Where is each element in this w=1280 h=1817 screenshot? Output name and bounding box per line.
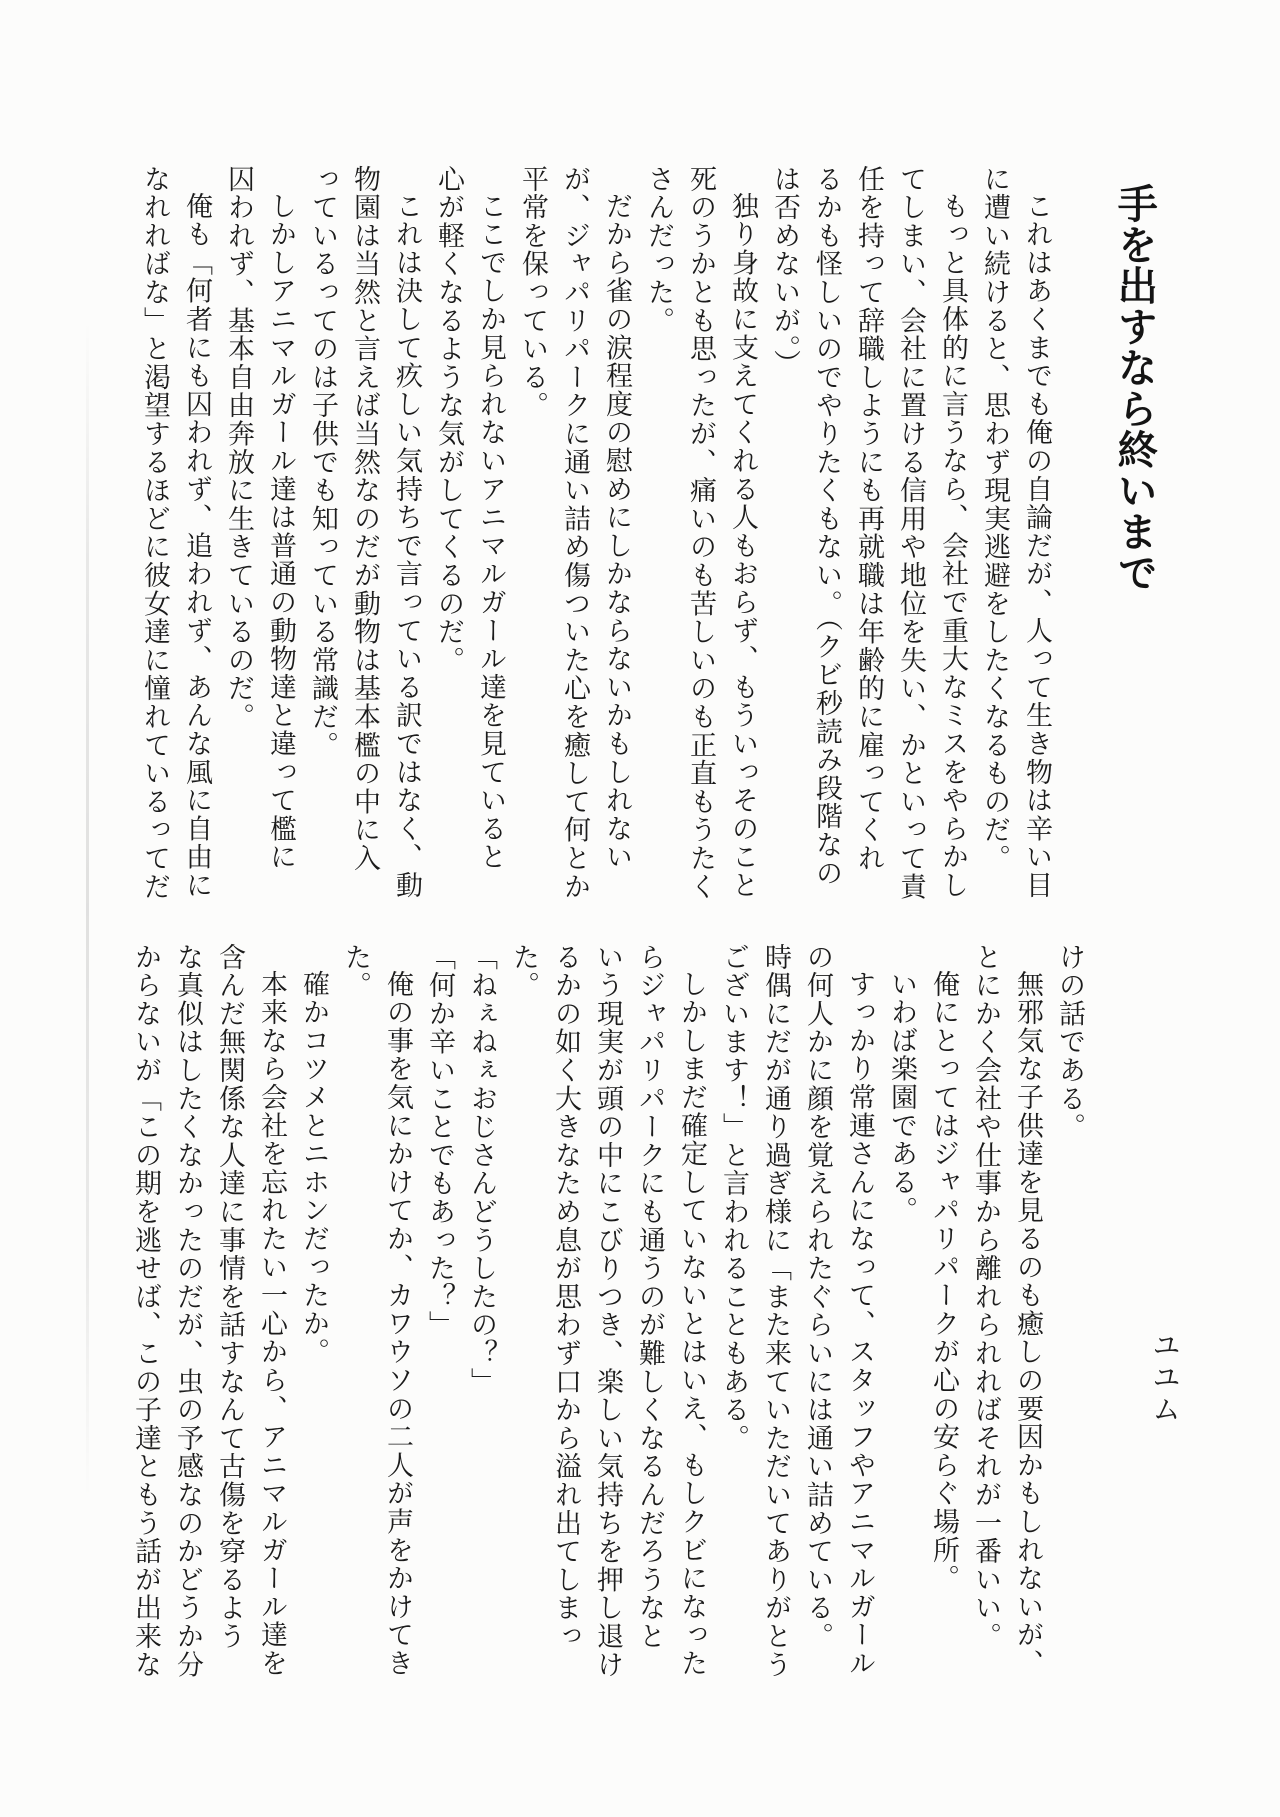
text-column: とにかく会社や仕事から離れられればそれが一番いい。 — [971, 943, 1001, 1651]
text-column: 心が軽くなるような気がしてくるのだ。 — [434, 165, 464, 675]
text-column: 確かコツメとニホンだったか。 — [299, 970, 329, 1367]
text-column: てしまい、会社に置ける信用や地位を失い、かといって責 — [896, 165, 926, 901]
text-column: だから雀の涙程度の慰めにしかならないかもしれない — [602, 192, 632, 872]
text-column: 死のうかとも思ったが、痛いのも苦しいのも正直もうたく — [686, 165, 716, 901]
text-column: しかしアニマルガール達は普通の動物達と違って檻に — [266, 192, 296, 872]
text-column: すっかり常連さんになって、スタッフやアニマルガール — [845, 970, 875, 1678]
text-column: もっと具体的に言うなら、会社で重大なミスをやらかし — [938, 192, 968, 900]
text-column: 任を持って辞職しようにも再就職は年齢的に雇ってくれ — [854, 165, 884, 873]
text-column: 独り身故に支えてくれる人もおらず、もういっそのこと — [728, 192, 758, 900]
text-column: らジャパリパークにも通うのが難しくなるんだろうなと — [635, 943, 665, 1651]
text-column: 平常を保っている。 — [518, 165, 548, 420]
text-column: さんだった。 — [644, 165, 674, 335]
text-column: いわば楽園である。 — [887, 970, 917, 1225]
text-column: 無邪気な子供達を見るのも癒しの要因かもしれないが、 — [1013, 970, 1043, 1678]
page-title: 手を出すなら終いまで — [1112, 183, 1158, 593]
text-column: 「ねぇねぇおじさんどうしたの？」 — [467, 943, 497, 1396]
text-column: るかの如く大きなため息が思わず口から溢れ出てしまっ — [551, 943, 581, 1651]
text-column: からないが「この期を逃せば、この子達ともう話が出来な — [131, 943, 161, 1679]
text-column: しかしまだ確定していないとはいえ、もしクビになった — [677, 970, 707, 1678]
text-column: ございます！」と言われることもある。 — [719, 943, 749, 1453]
text-column: ここでしか見られないアニマルガール達を見ていると — [476, 192, 506, 872]
text-column: るかも怪しいのでやりたくもない。（クビ秒読み段階なの — [812, 165, 842, 888]
text-column: な真似はしたくなかったのだが、虫の予感なのかどうか分 — [173, 943, 203, 1679]
text-column: た。 — [341, 943, 371, 1000]
text-block-top — [134, 165, 1058, 905]
text-column: っているってのは子供でも知っている常識だ。 — [308, 165, 338, 760]
text-column: 時偶にだが通り過ぎ様に「また来ていただいてありがとう — [761, 943, 791, 1679]
text-column: 囚われず、基本自由奔放に生きているのだ。 — [224, 165, 254, 731]
text-column: これは決して疚しい気持ちで言っている訳ではなく、動 — [392, 192, 422, 900]
text-column: いう現実が頭の中にこびりつき、楽しい気持ちを押し退け — [593, 943, 623, 1679]
text-column: 含んだ無関係な人達に事情を話すなんて古傷を穿るよう — [215, 943, 245, 1651]
scan-artifact — [86, 320, 89, 1500]
text-column: 俺の事を気にかけてか、カワウソの二人が声をかけてき — [383, 970, 413, 1678]
text-column: の何人かに顔を覚えられたぐらいには通い詰めている。 — [803, 943, 833, 1651]
text-column: 本来なら会社を忘れたい一心から、アニマルガール達を — [257, 970, 287, 1678]
text-column: 物園は当然と言えば当然なのだが動物は基本檻の中に入 — [350, 165, 380, 873]
text-column: けの話である。 — [1055, 943, 1085, 1142]
text-column: 俺にとってはジャパリパークが心の安らぐ場所。 — [929, 970, 959, 1593]
text-column: これはあくまでも俺の自論だが、人って生き物は辛い目 — [1022, 192, 1052, 900]
text-column: 「何か辛いことでもあった？」 — [425, 943, 455, 1340]
text-column: が、ジャパリパークに通い詰め傷ついた心を癒して何とか — [560, 165, 590, 901]
text-column: 俺も「何者にも囚われず、追われず、あんな風に自由に — [182, 192, 212, 900]
text-column: に遭い続けると、思わず現実逃避をしたくなるものだ。 — [980, 165, 1010, 873]
text-column: は否めないが。） — [770, 165, 800, 378]
author-name: ユユム — [1148, 1330, 1180, 1426]
text-block-bottom — [125, 943, 1091, 1683]
text-column: なれればな」と渇望するほどに彼女達に憧れているってだ — [140, 165, 170, 901]
text-column: た。 — [509, 943, 539, 1000]
